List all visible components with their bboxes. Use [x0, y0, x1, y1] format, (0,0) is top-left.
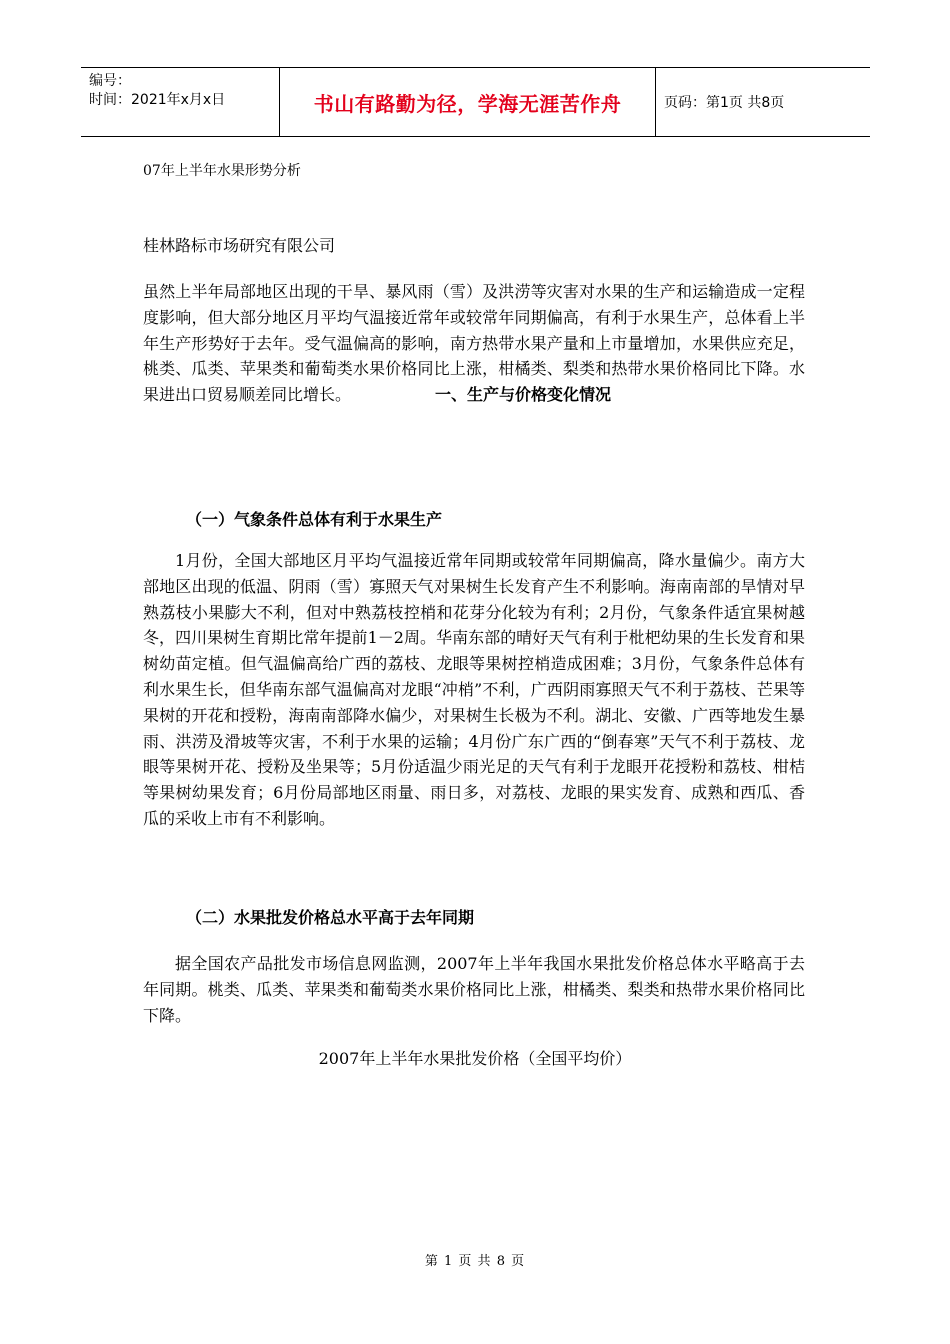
company-name: 桂林路标市场研究有限公司	[143, 236, 336, 255]
number-label: 编号：	[89, 73, 131, 89]
subsection-2-paragraph: 据全国农产品批发市场信息网监测，2007年上半年我国水果批发价格总体水平略高于去年同期。桃类、瓜类、苹果类和葡萄类水果价格同比上涨，柑橘类、梨类和热带水果价格同比下降。	[143, 954, 805, 1025]
date-label: 时间：2021年x月x日	[89, 92, 226, 108]
header-motto: 书山有路勤为径，学海无涯苦作舟	[280, 68, 656, 136]
page-footer: 第 1 页 共 8 页	[424, 1254, 526, 1269]
header-page-info: 页码：第1页 共8页	[664, 95, 785, 111]
subsection-heading-2: （二）水果批发价格总水平高于去年同期	[186, 908, 475, 927]
intro-text: 虽然上半年局部地区出现的干旱、暴风雨（雪）及洪涝等灾害对水果的生产和运输造成一定程度影响，但大部分地区月平均气温接近常年或较常年同期偏高，有利于水果生产，总体看上半年生产形势好于去年。受气温偏高的影响，南方热带水果产量和上市量增加，水果供应充足，桃类、瓜类、苹果类和葡萄类水果价格同比上涨，柑橘类、梨类和热带水果价格同比下降。水果进出口贸易顺差同比增长。	[143, 282, 805, 405]
document-title: 07年上半年水果形势分析	[143, 163, 301, 179]
page-header	[81, 67, 870, 137]
section-heading-1: 一、生产与价格变化情况	[435, 385, 612, 405]
subsection-heading-1: （一）气象条件总体有利于水果生产	[186, 510, 443, 529]
header-meta	[81, 68, 280, 136]
intro-paragraph	[143, 279, 805, 408]
table-caption: 2007年上半年水果批发价格（全国平均价）	[318, 1049, 632, 1068]
subsection-1-paragraph: 1月份，全国大部地区月平均气温接近常年同期或较常年同期偏高，降水量偏少。南方大部地区出现的低温、阴雨（雪）寡照天气对果树生长发育产生不利影响。海南南部的旱情对早熟荔枝小果膨大不利，但对中熟荔枝控梢和花芽分化较为有利；2月份，气象条件适宜果树越冬，四川果树生育期比常年提前1－2周。华南东部的晴好天气有利于枇杷幼果的生长发育和果树幼苗定植。但气温偏高给广西的荔枝、龙眼等果树控梢造成困难；3月份，气象条件总体有利水果生长，但华南东部气温偏高对龙眼“冲梢”不利，广西阴雨寡照天气不利于荔枝、芒果等果树的开花和授粉，海南南部降水偏少，对果树生长极为不利。湖北、安徽、广西等地发生暴雨、洪涝及滑坡等灾害，不利于水果的运输；4月份广东广西的“倒春寒”天气不利于荔枝、龙眼等果树开花、授粉及坐果等；5月份适温少雨光足的天气有利于龙眼开花授粉和荔枝、柑桔等果树幼果发育；6月份局部地区雨量、雨日多，对荔枝、龙眼的果实发育、成熟和西瓜、香瓜的采收上市有不利影响。	[143, 551, 805, 828]
